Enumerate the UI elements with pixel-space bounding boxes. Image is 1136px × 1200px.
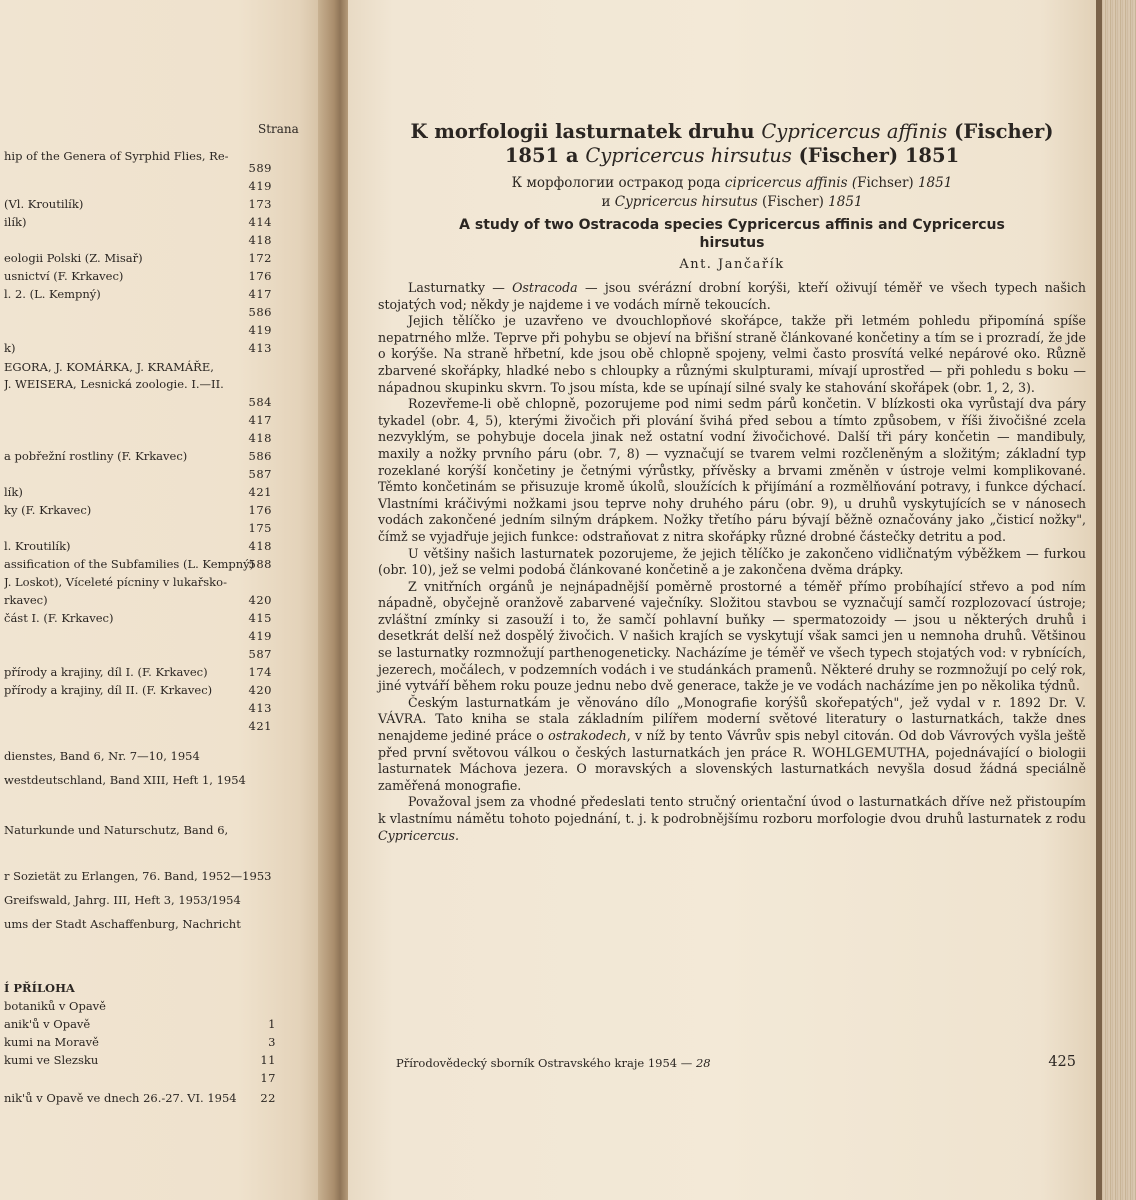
appendix-entry-text: botaniků v Opavě xyxy=(4,999,106,1013)
toc-entry-text: (Vl. Kroutilík) xyxy=(4,197,84,211)
exchange-entry: r Sozietät zu Erlangen, 76. Band, 1952—1953 xyxy=(4,869,272,883)
text-run: — jsou svérázní drobní korýši, kteří oživují téměř ve všech typech našich stojatých vod; někdy je najdeme i ve vodách mírně tekoucích. xyxy=(378,280,1086,312)
right-page xyxy=(348,0,1100,1200)
toc-entry-text: lík) xyxy=(4,485,23,499)
toc-entry-text: rkavec) xyxy=(4,593,48,607)
toc-row xyxy=(0,322,300,338)
toc-entry-text: usnictví (F. Krkavec) xyxy=(4,269,124,283)
toc-row xyxy=(0,412,300,428)
text-run: 1851 xyxy=(917,175,953,191)
toc-page-number: 587 xyxy=(248,647,272,661)
toc-entry-text: l. 2. (L. Kempný) xyxy=(4,287,101,301)
toc-entry-text: ky (F. Krkavec) xyxy=(4,503,92,517)
appendix-page-number: 3 xyxy=(268,1035,276,1049)
toc-row xyxy=(0,376,300,392)
article-body xyxy=(378,280,1086,844)
toc-row xyxy=(0,286,300,302)
toc-page-number: 418 xyxy=(248,431,272,445)
toc-page-number: 589 xyxy=(248,161,272,175)
text-run: , v níž by tento Vávrův spis nebyl citován. Od dob Vávrových vyšla ještě před první světovou válkou o českých lasturnatkách jen práce R. WOHLGEMUTHA, pojednávající o biologii lasturnatek Máchova jezera. O moravských a slovenských lasturnatkách nevyšla dosud žádná speciálně zaměřená monografie. xyxy=(378,728,1087,793)
toc-row xyxy=(0,664,300,680)
appendix-heading: Í PŘÍLOHA xyxy=(4,981,75,995)
toc-row xyxy=(0,232,300,248)
toc-page-number: 419 xyxy=(248,629,272,643)
text-run: (Fischer) xyxy=(757,194,829,210)
article-paragraph xyxy=(378,546,1086,579)
exchange-entry: ums der Stadt Aschaffenburg, Nachricht xyxy=(4,917,241,931)
toc-row xyxy=(0,502,300,518)
toc-row xyxy=(0,646,300,662)
toc-row xyxy=(0,682,300,698)
appendix-page-number: 17 xyxy=(260,1071,276,1085)
toc-page-number: 584 xyxy=(248,395,272,409)
toc-row xyxy=(0,574,300,590)
toc-page-number: 420 xyxy=(248,593,272,607)
appendix-entry-text: kumi na Moravě xyxy=(4,1035,99,1049)
toc-page-number: 413 xyxy=(248,341,272,355)
english-subtitle-line-1: A study of two Ostracoda species Cypricercus affinis and Cypricercus xyxy=(459,217,1005,233)
toc-page-number: 417 xyxy=(248,413,272,427)
text-run: Ostracoda xyxy=(512,280,578,295)
article-paragraph xyxy=(378,313,1086,396)
toc-row xyxy=(0,160,300,176)
appendix-entry-text: kumi ve Slezsku xyxy=(4,1053,99,1067)
toc-page-number: 419 xyxy=(248,323,272,337)
text-run: К морфологии остракод рода xyxy=(511,175,725,191)
toc-page-number: 173 xyxy=(248,197,272,211)
text-run: Lasturnatky — xyxy=(408,280,513,295)
text-run: cipricercus affinis ( xyxy=(724,175,858,191)
page-footer xyxy=(396,1054,1086,1074)
toc-page-number: 414 xyxy=(248,215,272,229)
text-run: Cypricercus affinis xyxy=(761,120,948,143)
english-subtitle-line-2: hirsutus xyxy=(699,235,765,251)
text-run: Přírodovědecký sborník Ostravského kraje 1954 — xyxy=(396,1056,696,1070)
text-run: Cypricercus hirsutus xyxy=(614,194,758,210)
text-run: Z vnitřních orgánů je nejnápadnější poměrně prostorné a téměř přímo probíhající střevo a pod ním nápadně, obyčejně oranžově zabarvené vaječníky. Složitou stavbou se vyznačují samčí rozplozovací ústroje; zvláštní zmínky si zasouží i to, že samčí pohlavní buňky — spermatozoidy — jsou u některých druhů i desetkrát delší než dospělý živočich. V našich krajích se vyskytují však samci jen u nemnoha druhů. Většinou se lasturnatky rozmnožují parthenogeneticky. Nacházíme je téměř ve všech typech stojatých vod: v rybnících, jezerech, močálech, v podzemních vodách i ve studánkách pramenů. Některé druhy se rozmnožují po celý rok, jiné vytváří během roku pouze jednu nebo dvě generace, takže je ve vodách nacházíme jen po několika týdnů. xyxy=(378,578,1086,694)
toc-page-number: 176 xyxy=(248,503,272,517)
toc-page-number: 413 xyxy=(248,701,272,715)
text-run: K morfologii lasturnatek druhu xyxy=(410,120,762,143)
toc-entry-text: ilík) xyxy=(4,215,27,229)
toc-row xyxy=(0,196,300,212)
toc-entry-text: přírody a krajiny, díl II. (F. Krkavec) xyxy=(4,683,213,697)
page-number: 425 xyxy=(1048,1054,1076,1070)
toc-row xyxy=(0,394,300,410)
toc-entry-text: část I. (F. Krkavec) xyxy=(4,611,114,625)
toc-page-number: 587 xyxy=(248,467,272,481)
toc-entry-text: k) xyxy=(4,341,16,355)
text-run: Českým lasturnatkám je věnováno dílo „Monografie korýšů skořepatých", jež vydal v r. 1892 Dr. V. VÁVRA. Tato kniha se stala základním pilířem moderní světové literatury o lasturnatkách, takže dnes nenajdeme jediné práce o xyxy=(378,694,1086,744)
text-run: 1851 xyxy=(828,194,863,210)
russian-subtitle-line-1 xyxy=(378,174,1086,192)
appendix-entry-text: anik'ů v Opavě xyxy=(4,1017,91,1031)
text-run: (Fischer) xyxy=(947,120,1054,143)
footer-journal-line xyxy=(396,1056,711,1070)
toc-page-number: 172 xyxy=(248,251,272,265)
toc-page-number: 420 xyxy=(248,683,272,697)
text-run: Rozevřeme-li obě chlopně, pozorujeme pod nimi sedm párů končetin. V blízkosti oka vyrůstají dva páry tykadel (obr. 4, 5), kterými živočich při plování švihá před sebou a tímto způsobem, v říši živočišné zcela nezvyklým, se pohybuje docela jinak než ostatní vodní živočichové. Další tři páry končetin — mandibuly, maxily a nožky prvního páru (obr. 7, 8) — vyznačují se tvarem velmi rozčleněným a složitým; základní typ rozeklané korýší končetiny je četnými výrůstky, přívěsky a brvami změněn v ústroje velmi komplikované. Těmto končetinám se přisuzuje kromě úkolů, sloužících k přijímání a rozmělňování potravy, i funkce dýchací. Vlastními kráčivými nožkami jsou teprve nohy druhého páru (obr. 9), u druhů vyskytujících se v nánosech vodách zakončené jedním silným drápkem. Nožky třetího páru bývají běžně označovány jako „čisticí nožky", čímž se vyjadřuje jejich funkce: odstraňovat z nitra skořápky různé drobné částečky detritu a pod. xyxy=(378,396,1086,544)
toc-page-number: 421 xyxy=(248,719,272,733)
toc-entry-text: J. Loskot), Víceleté pícniny v lukařsko- xyxy=(4,575,227,589)
exchange-entry: Greifswald, Jahrg. III, Heft 3, 1953/1954 xyxy=(4,893,241,907)
toc-page-number: 586 xyxy=(248,449,272,463)
toc-row xyxy=(0,628,300,644)
toc-row xyxy=(0,214,300,230)
toc-row xyxy=(0,484,300,500)
text-run: 1851 a xyxy=(504,144,586,167)
toc-entry-text: a pobřežní rostliny (F. Krkavec) xyxy=(4,449,188,463)
text-run: ostrakodech xyxy=(548,728,627,744)
toc-entry-text: assification of the Subfamilies (L. Kempný) xyxy=(4,557,254,571)
russian-subtitle-line-2 xyxy=(378,193,1086,211)
appendix-row xyxy=(0,1034,300,1050)
toc-row xyxy=(0,610,300,626)
toc-row xyxy=(0,268,300,284)
toc-page-number: 588 xyxy=(248,557,272,571)
toc-entry-text: hip of the Genera of Syrphid Flies, Re- xyxy=(4,149,229,163)
toc-row xyxy=(0,359,300,375)
article-title-line-1 xyxy=(378,120,1086,144)
toc-row xyxy=(0,304,300,320)
appendix-row xyxy=(0,1070,300,1086)
left-page xyxy=(0,0,340,1200)
appendix-page-number: 1 xyxy=(268,1017,276,1031)
toc-page-number: 175 xyxy=(248,521,272,535)
toc-page-number: 421 xyxy=(248,485,272,499)
article-title-line-2 xyxy=(378,144,1086,168)
toc-page-number: 419 xyxy=(248,179,272,193)
page-column-header: Strana xyxy=(258,122,299,136)
text-run: U většiny našich lasturnatek pozorujeme, že jejich tělíčko je zakončeno vidličnatým výběžkem — furkou (obr. 10), jež se velmi podobá článkované končetině a je zakončena dvěma drápky. xyxy=(378,545,1086,578)
toc-page-number: 176 xyxy=(248,269,272,283)
toc-row xyxy=(0,178,300,194)
toc-page-number: 418 xyxy=(248,539,272,553)
toc-page-number: 586 xyxy=(248,305,272,319)
appendix-row xyxy=(0,1016,300,1032)
text-run: 28 xyxy=(695,1056,711,1070)
toc-row xyxy=(0,538,300,554)
article xyxy=(378,120,1086,844)
exchange-entry: dienstes, Band 6, Nr. 7—10, 1954 xyxy=(4,749,200,763)
toc-row xyxy=(0,448,300,464)
appendix-row xyxy=(0,998,300,1014)
text-run: Považoval jsem za vhodné předeslati tento stručný orientační úvod o lasturnatkách dříve než přistoupím k vlastnímu námětu tohoto pojednání, t. j. k podrobnějšímu rozboru morfologie dvou druhů lasturnatek z rodu xyxy=(378,794,1086,826)
appendix-page-number: 22 xyxy=(260,1091,276,1105)
toc-entry-text: eologii Polski (Z. Misař) xyxy=(4,251,143,265)
toc-page-number: 415 xyxy=(248,611,272,625)
article-paragraph xyxy=(378,695,1086,795)
toc-row xyxy=(0,520,300,536)
page-stack-edges xyxy=(1096,0,1136,1200)
text-run: и xyxy=(601,194,615,210)
text-run: Cypricercus. xyxy=(378,827,460,843)
exchange-entry: Naturkunde und Naturschutz, Band 6, xyxy=(4,823,229,837)
toc-row xyxy=(0,592,300,608)
article-paragraph xyxy=(378,579,1086,695)
text-run: Fichser) xyxy=(857,175,918,191)
appendix-row xyxy=(0,1052,300,1068)
text-run: Jejich tělíčko je uzavřeno ve dvouchlopňové skořápce, takže při letmém pohledu připomíná spíše nepatrného mlže. Teprve při pohybu se objeví na břišní straně článkované končetiny a tím se i prozradí, že jde o korýše. Na straně hřbetní, kde jsou obě chlopně spojeny, velmi často prosvítá velké nepárové oko. Různě zbarvené skořápky, hladké nebo s chloupky a různými skulpturami, mívají uprostřed — při pohledu s boku — nápadnou skupinku skvrn. To jsou místa, kde se upínají silné svaly ke stahování skořápek (obr. 1, 2, 3). xyxy=(378,313,1086,395)
toc-entry-text: J. WEISERA, Lesnická zoologie. I.—II. xyxy=(4,377,224,391)
toc-row xyxy=(0,430,300,446)
toc-entry-text: přírody a krajiny, díl I. (F. Krkavec) xyxy=(4,665,208,679)
toc-row xyxy=(0,718,300,734)
toc-page-number: 174 xyxy=(248,665,272,679)
text-run: (Fischer) 1851 xyxy=(791,144,960,167)
toc-row xyxy=(0,250,300,266)
exchange-entry: westdeutschland, Band XIII, Heft 1, 1954 xyxy=(4,773,246,787)
article-paragraph xyxy=(378,794,1086,844)
toc-entry-text: l. Kroutilík) xyxy=(4,539,71,553)
appendix-entry-text: nik'ů v Opavě ve dnech 26.-27. VI. 1954 xyxy=(4,1091,237,1105)
toc-row xyxy=(0,700,300,716)
article-paragraph xyxy=(378,280,1086,313)
article-paragraph xyxy=(378,396,1086,545)
toc-row xyxy=(0,340,300,356)
appendix-page-number: 11 xyxy=(260,1053,276,1067)
toc-row xyxy=(0,466,300,482)
appendix-row xyxy=(0,1090,300,1106)
toc-row xyxy=(0,556,300,572)
toc-entry-text: EGORA, J. KOMÁRKA, J. KRAMÁŘE, xyxy=(4,360,214,374)
toc-page-number: 417 xyxy=(248,287,272,301)
toc-page-number: 418 xyxy=(248,233,272,247)
article-author: Ant. Jančařík xyxy=(679,257,785,272)
text-run: Cypricercus hirsutus xyxy=(585,144,792,167)
